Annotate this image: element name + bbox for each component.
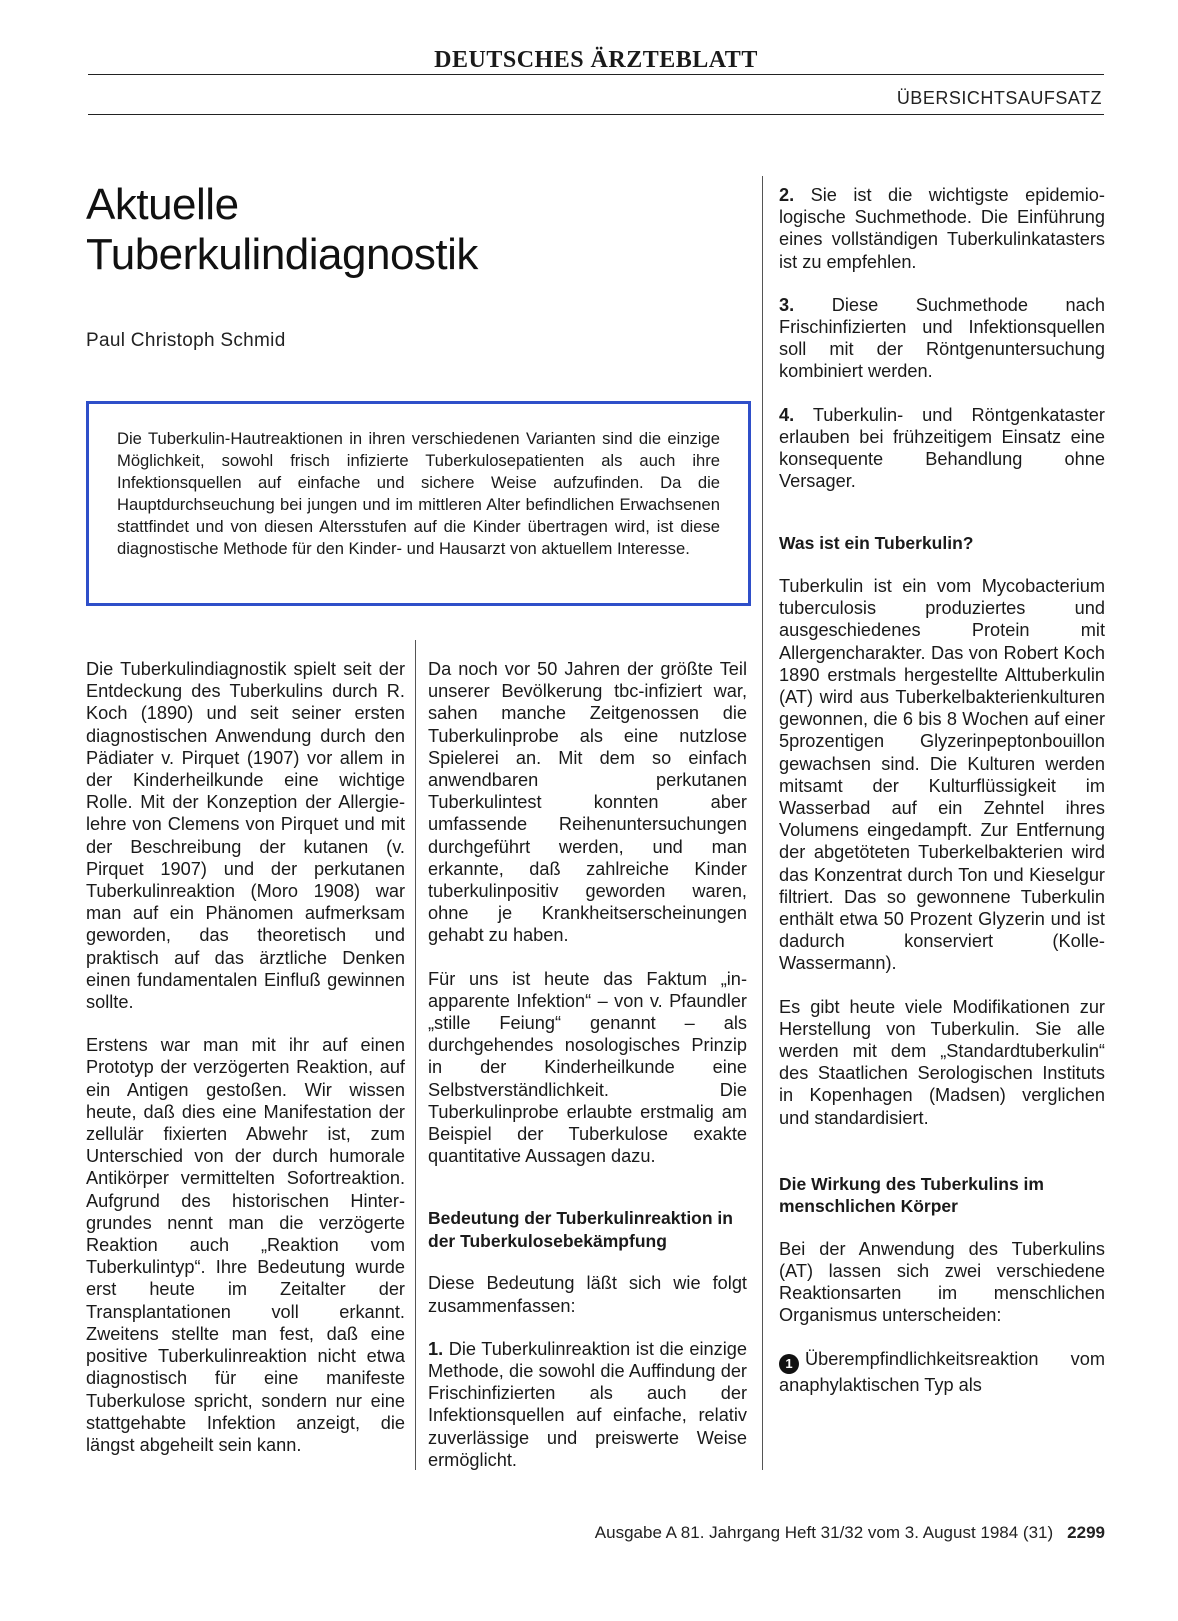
list-text: Tuberkulin- und Röntgenkataster erlauben bei frühzeitigem Einsatz eine konsequente Behandlung ohne Versager. <box>779 404 1105 492</box>
list-number: 3. <box>779 294 795 315</box>
list-item <box>779 404 1105 493</box>
list-text: Überempfindlichkeitsreaktion vom anaphylaktischen Typ als <box>779 1348 1105 1395</box>
column-2 <box>428 658 747 1492</box>
journal-masthead: DEUTSCHES ÄRZTEBLATT <box>434 47 758 73</box>
column-divider <box>762 176 763 1470</box>
list-number: 4. <box>779 404 795 425</box>
section-heading: Die Wirkung des Tuberkulins im menschlichen Körper <box>779 1173 1044 1217</box>
masthead-rule <box>88 74 1104 75</box>
title-line-1: Aktuelle <box>86 180 239 229</box>
paragraph: Die Tuberkulindiagnostik spielt seit der Entdeckung des Tuberkulins durch R. Koch (1890) und seit seiner ersten diagnostischen Anwendung durch den Pädiater v. Pirquet (1907) vor allem in der Kinderheilkunde eine wichtige Rolle. Mit der Konzeption der Allergielehre von Clemens von Pirquet und mit der Beschreibung der kutanen (v. Pirquet 1907) und der perkutanen Tuberkulinreaktion (Moro 1908) war man auf ein Phänomen aufmerksam geworden, das theoretisch und praktisch auf das ärztliche Denken einen fundamentalen Einfluß gewinnen sollte. <box>86 659 405 1013</box>
paragraph: Es gibt heute viele Modifikationen zur Herstellung von Tuberkulin. Sie alle werden mit dem „Standardtuberkulin“ des Staatlichen Serologischen Instituts in Kopenhagen (Madsen) verglichen und standardisiert. <box>779 996 1105 1128</box>
section-heading: Bedeutung der Tuberkulinreaktion in der Tuberkulosebekämpfung <box>428 1208 733 1251</box>
list-number: 2. <box>779 185 795 205</box>
page-number: 2299 <box>1067 1523 1105 1542</box>
list-text: Die Tuberkulinreaktion ist die einzige Methode, die sowohl die Auffindung der Frischinfizierten als auch der Infektionsquellen auf einfache, relativ zuverlässige und preiswerte Weise ermöglicht. <box>428 1338 747 1470</box>
header-rule <box>88 114 1104 115</box>
title-line-2: Tuberkulindiagnostik <box>86 230 478 279</box>
paragraph: Bei der Anwendung des Tuberkulins (AT) lassen sich zwei verschiedene Reaktionsarten im menschlichen Organismus unterscheiden: <box>779 1238 1105 1326</box>
list-item <box>779 1348 1105 1396</box>
list-item <box>779 184 1105 273</box>
paragraph: Diese Bedeutung läßt sich wie folgt zusammenfassen: <box>428 1273 747 1316</box>
paragraph: Tuberkulin ist ein vom Mycobacterium tuberculosis produziertes und ausgeschiedenes Protein mit Allergencharakter. Das von Robert Koch 1890 erstmals hergestellte Alttuberkulin (AT) wird aus Tuberkelbakterienkulturen gewonnen, die 6 bis 8 Wochen auf einer 5prozentigen Glyzerinpeptonbouillon gewachsen sind. Die Kulturen werden mitsamt der Kulturflüssigkeit im Wasserbad auf ein Zehntel ihres Volumens eingedampft. Zur Entfernung der abgetöteten Tuberkelbakterien wird das Konzentrat durch Ton und Kieselgur filtriert. Das so gewonnene Tuberkulin enthält etwa 50 Prozent Glyzerin und ist dadurch konserviert (Kolle-Wassermann). <box>779 575 1105 974</box>
list-text: Sie ist die wichtigste epidemiologische Suchmethode. Die Einführung eines vollständigen Tuberkulinkatasters ist zu empfehlen. <box>779 185 1105 272</box>
list-number: 1. <box>428 1338 444 1359</box>
list-text: Diese Suchmethode nach Frischinfizierten und Infektionsquellen soll mit der Röntgenuntersuchung kombiniert werden. <box>779 294 1106 382</box>
column-1 <box>86 658 405 1477</box>
paragraph: Da noch vor 50 Jahren der größte Teil unserer Bevölkerung tbc-infiziert war, sahen manche Zeitgenossen die Tuberkulinprobe als eine nutzlose Spielerei an. Mit dem so einfach anwendbaren perkutanen Tuberkulintest konnten aber umfassende Reihenuntersuchungen durchgeführt werden, und man erkannte, daß zahlreiche Kinder tuberkulinpositiv geworden waren, ohne je Krankheitserscheinungen gehabt zu haben. <box>428 659 747 946</box>
abstract-text: Die Tuberkulin-Hautreaktionen in ihren verschiedenen Varianten sind die einzige Möglichkeit, sowohl frisch infizierte Tuberkulosepatienten als auch ihre Infektionsquellen auf einfache und sichere Weise aufzufinden. Da die Hauptdurchseuchung bei jungen und im mittleren Alter befindlichen Erwachsenen stattfindet und von diesen Altersstufen auf die Kinder übertragen wird, ist diese diagnostische Methode für den Kinder- und Hausarzt von aktuellem Interesse. <box>117 429 720 558</box>
edition-info: Ausgabe A 81. Jahrgang Heft 31/32 vom 3. August 1984 (31) <box>594 1523 1054 1542</box>
column-divider <box>415 640 416 1470</box>
abstract-box <box>86 401 751 606</box>
section-heading: Was ist ein Tuberkulin? <box>779 533 974 554</box>
list-item <box>779 294 1105 383</box>
paragraph: Erstens war man mit ihr auf einen Prototyp der verzögerten Reaktion, auf ein Antigen gestoßen. Wir wissen heute, daß dies eine Manifestation der zellulär fixierten Abwehr ist, zum Unterschied von der durch humorale Antikörper vermittelten Sofortreaktion. Aufgrund des historischen Hintergrundes nennt man die verzögerte Reaktion auch „Reaktion vom Tuberkulintyp“. Ihre Bedeutung wurde erst heute im Zeitalter der Transplantationen voll erkannt. Zweitens stellte man fest, daß eine positive Tuberkulinreaktion nicht etwa diagnostisch für eine manifeste Tuberkulose spricht, sondern nur eine stattgehabte Infektion anzeigt, die längst abgeheilt sein kann. <box>86 1035 405 1455</box>
author-name: Paul Christoph Schmid <box>86 330 286 351</box>
list-item <box>428 1338 747 1471</box>
paragraph: Für uns ist heute das Faktum „inapparente Infektion“ – von v. Pfaundler „stille Feiung“ genannt – als durchgehendes nosologisches Prinzip in der Kinderheilkunde eine Selbstverständlichkeit. Die Tuberkulinprobe erlaubte erstmalig am Beispiel der Tuberkulose exakte quantitative Aussagen dazu. <box>428 968 747 1167</box>
column-3 <box>779 184 1105 1417</box>
article-title <box>86 180 686 280</box>
page-footer <box>470 1523 1105 1543</box>
section-label: ÜBERSICHTSAUFSATZ <box>896 88 1102 108</box>
circled-number-icon: 1 <box>779 1354 799 1374</box>
